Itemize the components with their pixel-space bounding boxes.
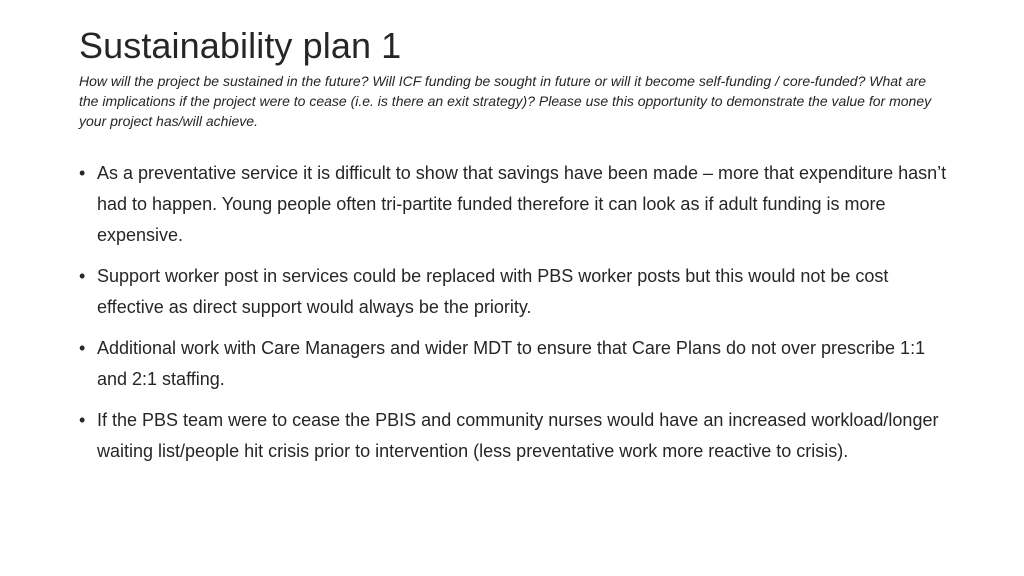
bullet-text: Additional work with Care Managers and wider MDT to ensure that Care Plans do not over prescribe 1:1 and 2:1 staffing. [97,338,926,389]
bullet-item [79,261,949,323]
bullet-item [79,333,949,395]
bullet-item [79,158,949,251]
bullet-icon: • [79,266,86,286]
slide-title: Sustainability plan 1 [79,25,402,66]
slide-subtitle: How will the project be sustained in the future? Will ICF funding be sought in future or will it become self-funding / core-funded? What are the implications if the project were to cease (i.e. is there an exit strategy)? Please use this opportunity to demonstrate the value for money your project has/will achieve. [79,73,932,129]
bullet-icon: • [79,338,86,358]
bullet-item [79,405,949,467]
bullet-text: Support worker post in services could be replaced with PBS worker posts but this would not be cost effective as direct support would always be the priority. [97,266,889,317]
bullet-text: If the PBS team were to cease the PBIS and community nurses would have an increased workload/longer waiting list/people hit crisis prior to intervention (less preventative work more reactive to crisis). [97,410,939,461]
bullet-list [79,158,949,477]
bullet-icon: • [79,410,86,430]
bullet-icon: • [79,163,86,183]
bullet-text: As a preventative service it is difficult to show that savings have been made – more that expenditure hasn’t had to happen. Young people often tri-partite funded therefore it can look as if adult funding is more expensive. [97,163,947,245]
